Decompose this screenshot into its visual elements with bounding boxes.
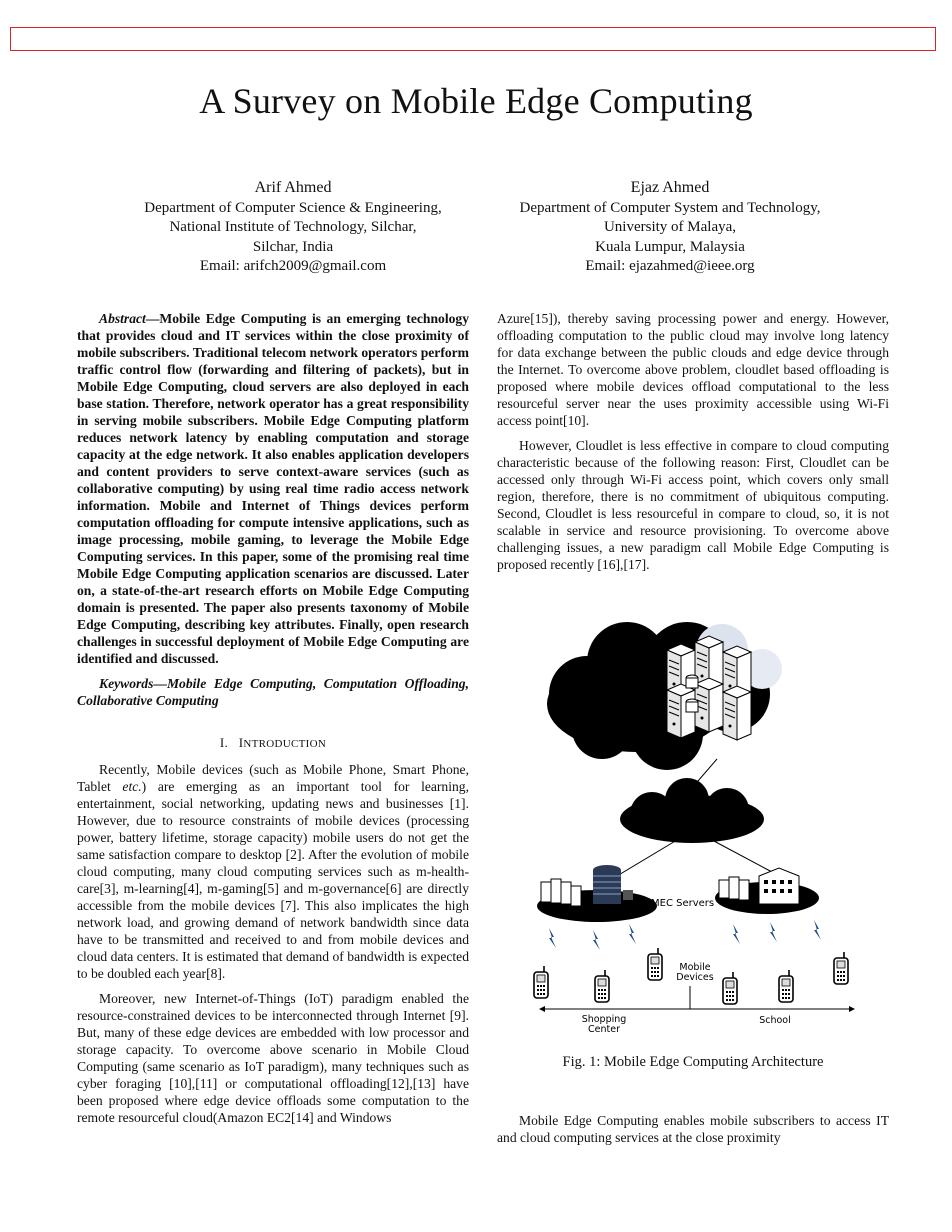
author-name: Arif Ahmed xyxy=(254,179,332,196)
abstract-text: —Mobile Edge Computing is an emerging technology that provides cloud and IT services within the close proximity of mobile subscribers. Traditional telecom network operators perform traffic control flow (forwarding and filtering of packets), but in Mobile Edge Computing, cloud servers are also deployed in each base station. Therefore, network operator has a great responsibility in serving mobile subscribers. Mobile Edge Computing platform reduces network latency by enabling computation and storage capacity at the edge network. It also enables application developers and content providers to serve context-aware services (such as collaborative computing) by using real time radio access network information. Mobile and Internet of Things devices perform computation offloading for compute intensive applications, such as image processing, mobile gaming, to leverage the Mobile Edge Computing services. In this paper, some of the promising real time Mobile Edge Computing application scenarios are discussed. Later on, a state-of-the-art research efforts on Mobile Edge Computing domain is presented. The paper also presents taxonomy of Mobile Edge Computing, describing key attributes. Finally, open research challenges in successful deployment of Mobile Edge Computing are identified and discussed. xyxy=(77,311,469,666)
author-department: Department of Computer Science & Engineering, xyxy=(144,199,442,216)
author-email: Email: arifch2009@gmail.com xyxy=(199,258,387,274)
author-name: Ejaz Ahmed xyxy=(630,179,710,196)
tail-paragraph: Mobile Edge Computing enables mobile subscribers to access IT and cloud computing services at the close proximity xyxy=(497,1113,889,1145)
paper-title: A Survey on Mobile Edge Computing xyxy=(199,81,753,121)
edge-server-left-icon xyxy=(537,865,657,922)
abstract xyxy=(77,310,469,667)
mec-servers-label: MEC Servers xyxy=(651,898,715,909)
shopping-center-label-1: Shopping xyxy=(581,1014,627,1025)
left-column xyxy=(77,310,469,1134)
mobile-devices-label-2: Devices xyxy=(676,972,714,983)
intro-paragraph-2: Moreover, new Internet-of-Things (IoT) paradigm enabled the resource-constrained devices to be interconnected through Internet [9]. But, many of these edge devices are embedded with low processor and storage capacity. To overcome above scenario in Mobile Cloud Computing (same scenario as IoT paradigm), many techniques such as cyber foraging [10],[11] or computational offloading[12],[13] have been proposed where edge device offloads some computation to the remote resourceful cloud(Amazon EC2[14] and Windows xyxy=(77,991,469,1125)
abstract-label: Abstract xyxy=(99,311,146,326)
right-column xyxy=(497,310,889,581)
internet-cloud-icon xyxy=(620,778,764,843)
right-paragraph-1: Azure[15]), thereby saving processing power and energy. However, offloading computation to the public cloud may involve long latency for data exchange between the public clouds and edge device through the Internet. To overcome above problem, cloudlet based offloading is proposed where mobile devices offload computational to the less resourceful server near the uses proximity accessible using Wi-Fi access point[10]. xyxy=(497,311,889,428)
figure-caption: Fig. 1: Mobile Edge Computing Architecture xyxy=(562,1054,824,1070)
server-rack-icon xyxy=(667,636,751,740)
author-block-1 xyxy=(110,178,476,277)
author-city: Silchar, India xyxy=(252,238,334,255)
school-label: School xyxy=(759,1015,791,1026)
region-divider xyxy=(539,986,855,1012)
edge-server-right-icon xyxy=(715,868,819,914)
right-paragraph-2: However, Cloudlet is less effective in compare to cloud computing characteristic because of the following reason: First, Cloudlet can be accessed only through Wi-Fi access point, which covers only small region, therefore, there is no commitment of ubiquitous computing. Second, Cloudlet is less resourceful in compare to cloud, so, it is not scalable in service and resource provisioning. To overcome above challenging issues, a new paradigm call Mobile Edge Computing is proposed recently [16],[17]. xyxy=(497,438,889,572)
author-block-2 xyxy=(486,178,854,277)
author-institution: National Institute of Technology, Silchar, xyxy=(169,219,417,235)
shopping-center-label-2: Center xyxy=(588,1024,620,1035)
author-institution: University of Malaya, xyxy=(603,219,737,235)
tail-paragraph-block xyxy=(497,1112,889,1146)
author-city: Kuala Lumpur, Malaysia xyxy=(595,238,745,255)
mobile-devices-label-1: Mobile xyxy=(679,962,711,973)
intro-paragraph-1: Recently, Mobile devices (such as Mobile Phone, Smart Phone, Tablet etc.) are emerging as an important tool for learning, entertainment, social networking, updating news and businesses [1]. However, due to resource constraints of mobile devices (processing power, battery lifetime, storage capacity) mobile users do not get the same satisfaction compare to desktop [2]. After the evolution of mobile cloud computing, many cloud computing services such as m-health-care[3], m-learning[4], m-gaming[5] and m-governance[6] are directly accessible from the mobile devices [7]. This also implicates the high network load, and growing demand of network bandwidth since data have to be transmitted and received to and from mobile devices and cloud data centers. It is estimated that demand of bandwidth is expected to be doubled each year[8]. xyxy=(77,762,469,981)
section-heading-introduction: I. INTRODUCTION xyxy=(219,735,327,750)
header-frame xyxy=(10,27,936,51)
wireless-signal-icon xyxy=(549,920,821,950)
keywords: Keywords—Mobile Edge Computing, Computation Offloading, Collaborative Computing xyxy=(77,676,469,708)
mec-architecture-figure xyxy=(527,614,859,1040)
author-department: Department of Computer System and Technology, xyxy=(519,199,821,216)
author-email: Email: ejazahmed@ieee.org xyxy=(585,258,755,274)
